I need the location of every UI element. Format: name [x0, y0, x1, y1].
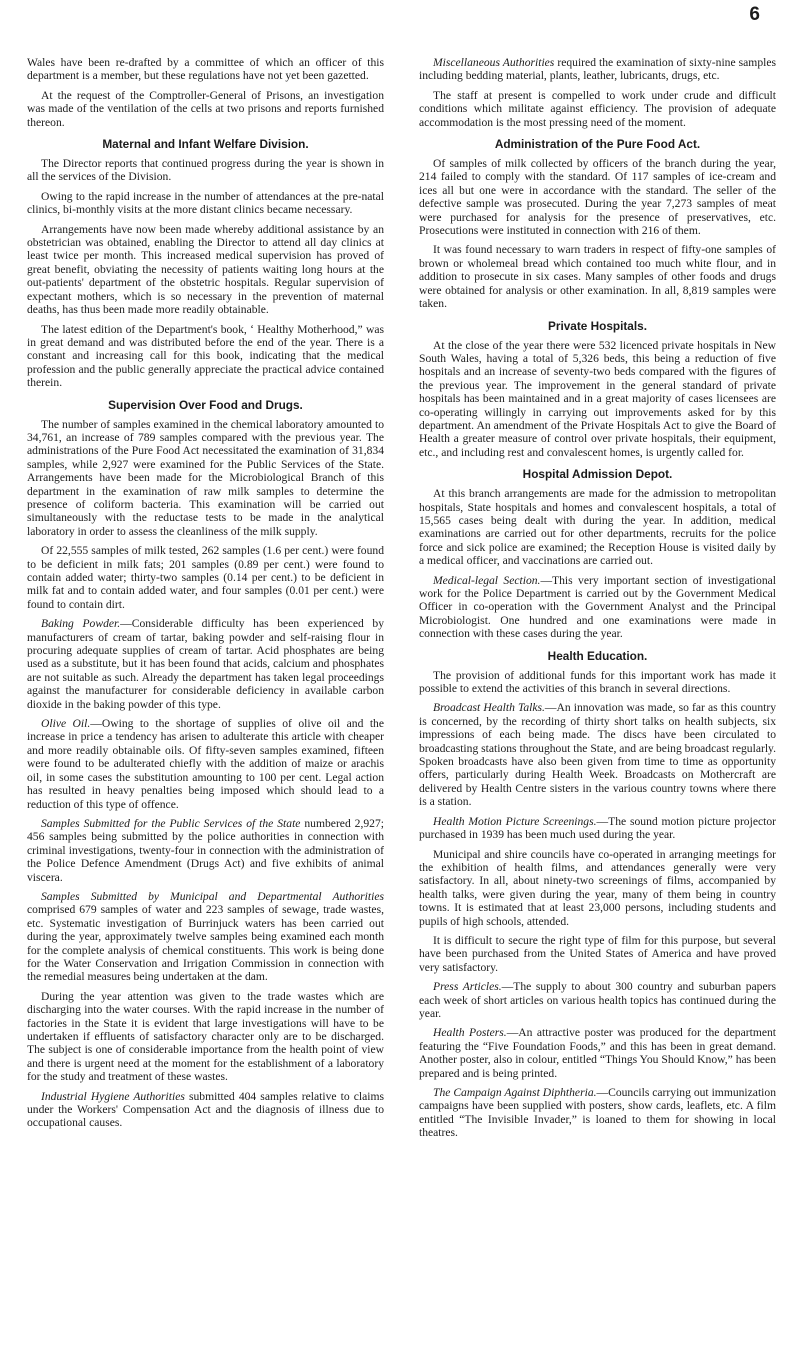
paragraph-health-posters: Health Posters.—An attractive poster was produced for the department featuring the “Five Foundation Foods,” and this has been in great demand. Another poster, also in colour, entitled “Things You Should Know,” has been prepared and is being printed. — [419, 1026, 776, 1080]
paragraph-maternal-2: Owing to the rapid increase in the number of attendances at the pre-natal clinics, bi-monthly visits at the more distant clinics became necessary. — [27, 189, 384, 217]
left-column — [27, 56, 384, 1136]
heading-food-drugs: Supervision Over Food and Drugs. — [108, 397, 303, 412]
heading-maternal-infant-welfare: Maternal and Infant Welfare Division. — [102, 137, 309, 152]
lead-baking-powder: Baking Powder. — [41, 617, 121, 631]
heading-pure-food-act: Administration of the Pure Food Act. — [494, 137, 701, 152]
paragraph-milk-samples: Of samples of milk collected by officers of the branch during the year, 214 failed to comply with the standard. Of 117 samples of ice-cream and ices all but one were in accordance with the standard. The seller of the defective sample was prosecuted. During the year 7,273 samples of meat were purchased for analysis for the presence of preservatives, etc. Prosecutions were instituted in connection with 216 of them. — [419, 157, 776, 238]
paragraph-prisons: At the request of the Comptroller-General of Prisons, an investigation was made of the ventilation of the cells at two prisons and reports furnished thereon. — [27, 88, 384, 129]
paragraph-broadcast-talks: Broadcast Health Talks.—An innovation was made, so far as this country is concerned, by the recording of thirty short talks on health subjects, six impressions of each being made. The discs have been circulated to broadcasting stations throughout the State, and are being broadcast regularly. Spoken broadcasts have also been given from time to time as opportunity offers, particularly during Health Week. Broadcasts on Mothercraft are delivered by Health Centre sisters in the various country towns where there is a station. — [419, 701, 776, 809]
lead-health-posters: Health Posters. — [433, 1026, 507, 1040]
page-number: 6 — [749, 4, 760, 25]
paragraph-admission-depot: At this branch arrangements are made for the admission to metropolitan hospitals, State hospitals and homes and convalescent hospitals, a total of 15,565 cases being dealt with during the year. In addition, medical examinations are carried out for other departments, recruits for the police force and sick police are examined; the Reception House is visited daily by a medical officer, and vaccinations are carried out. — [419, 487, 776, 568]
lead-miscellaneous: Miscellaneous Authorities — [433, 56, 555, 69]
paragraph-private-hospitals: At the close of the year there were 532 licenced private hospitals in New South Wales, having a total of 5,326 beds, this being a reduction of five hospitals and an increase of seventy-two beds compared with the figures of the previous year. The improvement in the general standard of private hospitals has been maintained and in a great majority of cases licensees are co-operating willingly in carrying out improvements asked for by this department. An amendment of the Private Hospitals Act to give the Board of Health a greater measure of control over private hospitals, their equipment, etc., and including rest and convalescent homes, is urgently called for. — [419, 338, 776, 459]
paragraph-councils-films: Municipal and shire councils have co-operated in arranging meetings for the exhibition of health films, and attendances generally were very satisfactory. In all, about ninety-two screenings of films, accompanied by health talks, were given during the year, many of them being in country towns. It is estimated that at least 23,000 persons, including students and pupils of high schools, attended. — [419, 847, 776, 928]
paragraph-maternal-4: The latest edition of the Department's book, ‘ Healthy Motherhood,” was in great demand and was distributed before the end of the year. There is a constant and increasing call for this book, indicating that the medical profession and the public generally appreciate the practical advice contained therein. — [27, 322, 384, 390]
lead-broadcast-talks: Broadcast Health Talks. — [433, 701, 545, 715]
paragraph-trade-wastes: During the year attention was given to the trade wastes which are discharging into the water courses. With the rapid increase in the number of factories in the State it is evident that large investigations will have to be undertaken if effluents of satisfactory character only are to be discharged. The subject is one of considerable importance from the health point of view and there is urgent need at the moment for the establishment of a laboratory for the study and treatment of these wastes. — [27, 989, 384, 1084]
lead-motion-pictures: Health Motion Picture Screenings. — [433, 814, 597, 828]
paragraph-staff: The staff at present is compelled to work under crude and difficult conditions which militate against efficiency. The provision of adequate accommodation is the most pressing need of the moment. — [419, 88, 776, 129]
paragraph-baking-powder: Baking Powder.—Considerable difficulty has been experienced by manufacturers of cream of tartar, baking powder and self-raising flour in procuring adequate supplies of cream of tartar. Acid phosphates are being used as a substitute, but it has been found that acids, calcium and phosphates are not suitable as such. Already the department has taken legal proceedings against the manufacturer for considerable deficiency in available carbon dioxide in the baking powder of this type. — [27, 617, 385, 711]
lead-press-articles: Press Articles. — [433, 980, 502, 994]
paragraph-film-purchase: It is difficult to secure the right type of film for this purpose, but several have been purchased from the United States of America and have proved very satisfactory. — [419, 933, 776, 974]
paragraph-milk-tested: Of 22,555 samples of milk tested, 262 samples (1.6 per cent.) were found to be deficient in milk fats; 201 samples (0.89 per cent.) were found to contain added water; thirty-two samples (0.14 per cent.) to be deficient in milk fat and to contain added water, and four samples (0.01 per cent.) were found to contain dirt. — [27, 544, 384, 611]
paragraph-olive-oil: Olive Oil.—Owing to the shortage of supplies of olive oil and the increase in price a tendency has arisen to adulterate this article with cheaper and more readily obtainable oils. Of fifty-seven samples examined, fifteen were found to be adulterated chiefly with the addition of maize or arachis oil, in some cases the substitution amounting to 100 per cent. Legal action has resulted in heavy penalties being imposed which should lead to a reduction of this type of offence. — [27, 717, 385, 811]
lead-diphtheria-campaign: The Campaign Against Diphtheria. — [433, 1086, 597, 1099]
paragraph-education-funds: The provision of additional funds for this important work has made it possible to extend the activities of this branch in several directions. — [419, 668, 776, 696]
paragraph-press-articles: Press Articles.—The supply to about 300 country and suburban papers each week of short articles on various health topics has continued during the year. — [419, 980, 776, 1020]
right-column — [419, 56, 776, 1146]
paragraph-motion-pictures: Health Motion Picture Screenings.—The sound motion picture projector purchased in 1939 has been much used during the year. — [419, 814, 776, 842]
paragraph-wales: Wales have been re-drafted by a committee of which an officer of this department is a member, but these regulations have not yet been gazetted. — [27, 56, 384, 83]
paragraph-industrial-hygiene: Industrial Hygiene Authorities submitted 404 samples relative to claims under the Workers' Compensation Act and the diagnosis of illness due to occupational causes. — [27, 1089, 385, 1130]
paragraph-samples-examined: The number of samples examined in the chemical laboratory amounted to 34,761, an increase of 789 samples compared with the previous year. The administrations of the Pure Food Act necessitated the examination of 31,834 samples, while 2,927 were examined for the Public Services of the State. Arrangements have been made for the Microbiological Branch of this department in the examination of raw milk samples to determine the presence of coliform bacteria. This examination will be carried out simultaneously with the reductase tests to be made in the analytical laboratory in order to assess the cleanliness of the milk supply. — [27, 417, 384, 538]
paragraph-diphtheria-campaign: The Campaign Against Diphtheria.—Councils carrying out immunization campaigns have been supplied with posters, show cards, leaflets, etc. A film entitled “The Invisible Invader,” is loaned to them for showing in local theatres. — [419, 1086, 776, 1140]
paragraph-maternal-3: Arrangements have now been made whereby additional assistance by an obstetrician was obtained, enabling the Director to attend all day clinics at least twice per month. This increased medical supervision has proved of great benefit, obviating the necessity of patients waiting long hours at the out-patients' department of the obstetric hospitals. Regular supervision of expectant mothers, which is so necessary in the prevention of maternal deaths, has thus been made more readily obtainable. — [27, 222, 384, 317]
heading-private-hospitals: Private Hospitals. — [547, 318, 647, 333]
paragraph-medico-legal: Medical-legal Section.—This very important section of investigational work for the Police Department is carried out by the Government Medical Officer in co-operation with the Government Analyst and the Principal Microbiologist. One hundred and one examinations were made in connection with these cases during the year. — [419, 573, 776, 641]
lead-olive-oil: Olive Oil. — [41, 717, 91, 731]
lead-industrial-hygiene: Industrial Hygiene Authorities — [41, 1089, 185, 1103]
paragraph-public-services: Samples Submitted for the Public Services of the State numbered 2,927; 456 samples being submitted by the police authorities in connection with criminal investigations, twenty-four in connection with the administration of the Police Defence Amendment (Drugs Act) and five exhibits of animal viscera. — [27, 816, 384, 884]
lead-public-services: Samples Submitted for the Public Services of the State — [41, 816, 301, 830]
paragraph-maternal-1: The Director reports that continued progress during the year is shown in all the services of the Division. — [27, 157, 384, 184]
heading-health-education: Health Education. — [547, 648, 648, 663]
paragraph-miscellaneous: Miscellaneous Authorities required the examination of sixty-nine samples including bedding material, plants, leather, lubricants, drugs, etc. — [419, 56, 776, 83]
paragraph-bread-samples: It was found necessary to warn traders in respect of fifty-one samples of brown or wholemeal bread which contained too much white flour, and in addition to prosecute in six cases. Many samples of other foods and drugs were obtained for analysis or other examination. In all, 8,819 samples were taken. — [419, 243, 776, 311]
paragraph-municipal-authorities: Samples Submitted by Municipal and Departmental Authorities comprised 679 samples of water and 223 samples of sewage, trade wastes, etc. Systematic investigation of Burrinjuck waters has been carried out during the year, approximately twelve samples being examined each month for the complete analysis of chemical constituents. This work is being done for the Water Conservation and Irrigation Commission in connection with the remedial measures being undertaken at the dam. — [27, 889, 384, 984]
lead-municipal-authorities: Samples Submitted by Municipal and Departmental Authorities — [41, 889, 384, 903]
heading-hospital-admission-depot: Hospital Admission Depot. — [522, 467, 673, 482]
lead-medico-legal: Medical-legal Section. — [433, 573, 541, 587]
